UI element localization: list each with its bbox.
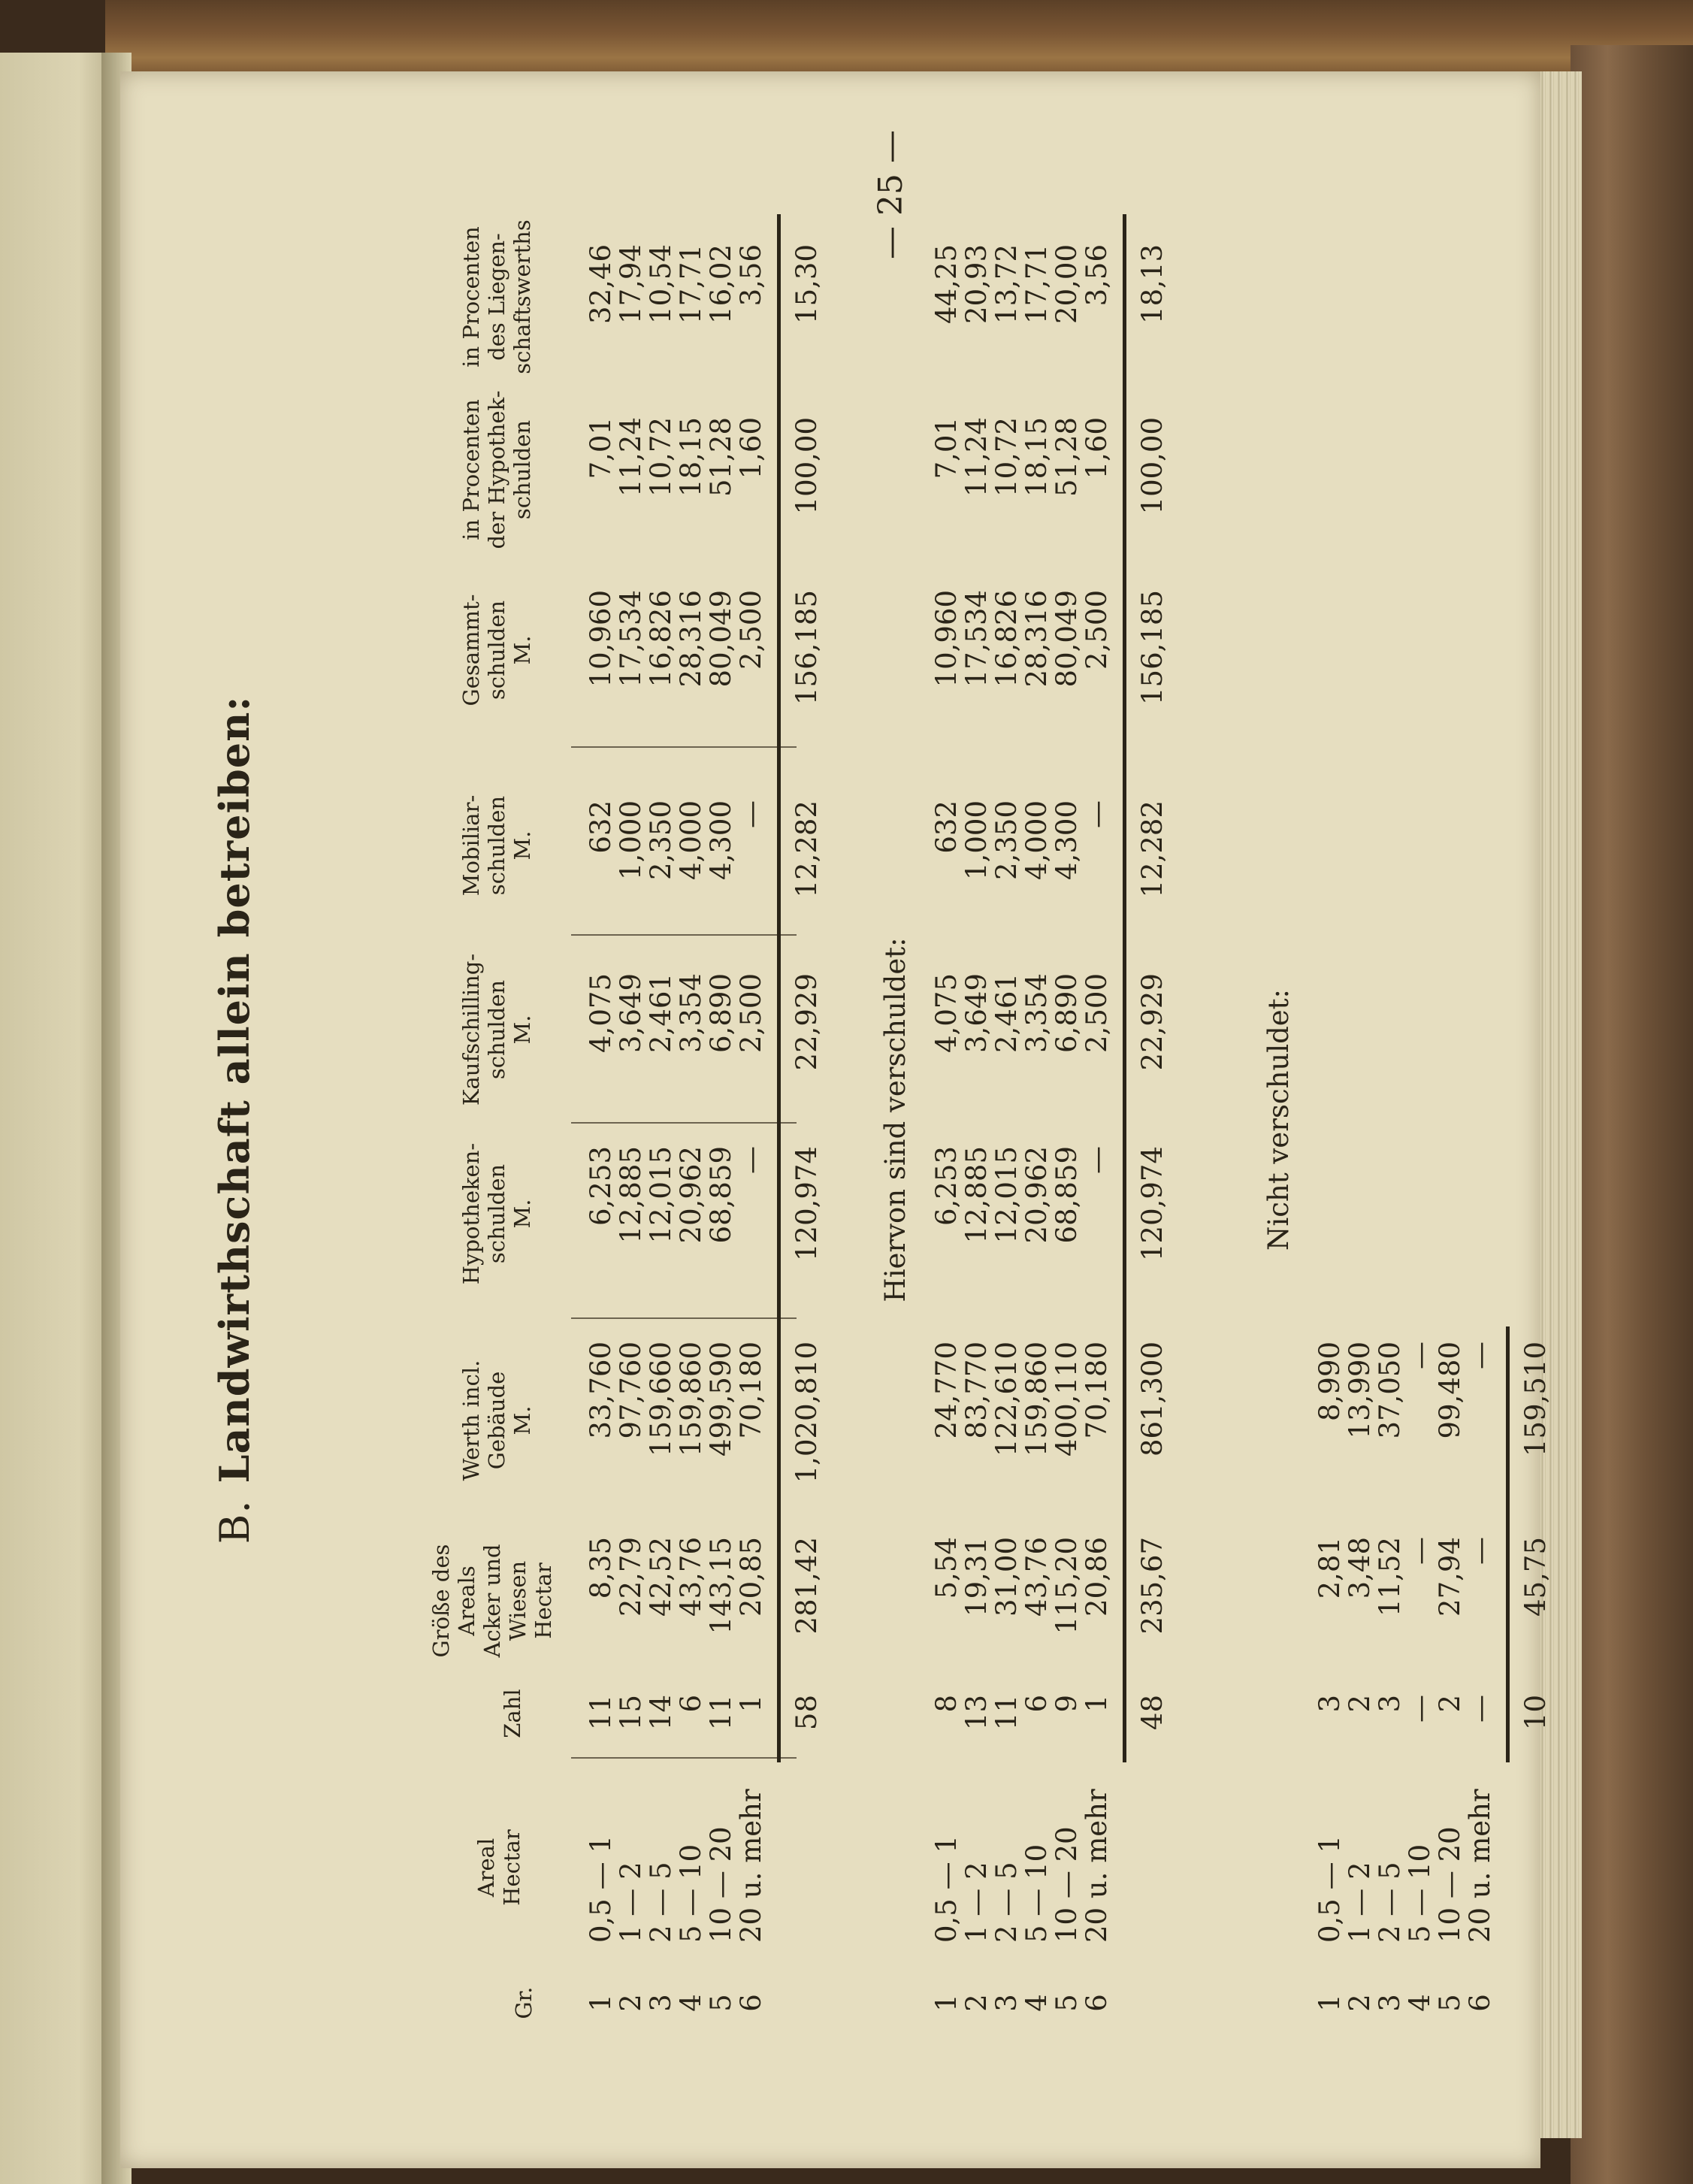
header-hyp: Hypotheken- schulden M. xyxy=(458,1142,535,1285)
total-cell-pct-hyp: 100,00 xyxy=(1136,417,1168,515)
cell-mob: 2,350 xyxy=(645,800,677,880)
cell-hyp: 12,015 xyxy=(990,1146,1023,1244)
cell-gr: 4 xyxy=(1020,1994,1053,2012)
cell-total: 80,049 xyxy=(1051,590,1083,688)
cell-mob: — xyxy=(735,800,767,828)
total-cell-count: 48 xyxy=(1136,1695,1168,1731)
cell-pct-hyp: 10,72 xyxy=(990,417,1023,497)
page-number: — 25 — xyxy=(872,130,910,259)
cell-total: 2,500 xyxy=(735,590,767,670)
cell-total: 16,826 xyxy=(645,590,677,688)
cell-area: 0,5 — 1 xyxy=(585,1835,617,1943)
cell-pct-value: 20,93 xyxy=(960,244,993,324)
cell-hyp: 6,253 xyxy=(585,1146,617,1226)
cell-gr: 4 xyxy=(675,1994,707,2012)
cell-area: 2 — 5 xyxy=(1374,1862,1406,1943)
cell-total: 28,316 xyxy=(675,590,707,688)
cell-value: 159,660 xyxy=(645,1342,677,1457)
total-cell-value: 861,300 xyxy=(1136,1342,1168,1457)
cell-gr: 6 xyxy=(1464,1994,1496,2012)
column-divider xyxy=(571,1317,797,1319)
cell-pct-value: 44,25 xyxy=(930,244,963,324)
cell-value: 24,770 xyxy=(930,1342,963,1439)
cell-area: 1 — 2 xyxy=(1344,1862,1376,1943)
cell-kauf: 6,890 xyxy=(705,973,737,1053)
cell-hyp: — xyxy=(735,1146,767,1174)
cell-size: 43,76 xyxy=(675,1537,707,1617)
total-cell-value: 159,510 xyxy=(1519,1342,1552,1457)
cell-count: 6 xyxy=(1020,1695,1053,1713)
cell-hyp: 6,253 xyxy=(930,1146,963,1226)
cell-kauf: 2,461 xyxy=(990,973,1023,1053)
cell-hyp: 68,859 xyxy=(1051,1146,1083,1244)
cell-hyp: 12,885 xyxy=(960,1146,993,1244)
total-cell-size: 45,75 xyxy=(1519,1537,1552,1617)
cell-mob: 1,000 xyxy=(960,800,993,880)
cell-mob: 2,350 xyxy=(990,800,1023,880)
cell-pct-hyp: 7,01 xyxy=(585,417,617,479)
cell-area: 5 — 10 xyxy=(1020,1844,1053,1943)
cell-pct-hyp: 11,24 xyxy=(615,417,647,497)
total-cell-pct-value: 15,30 xyxy=(791,244,823,324)
title-section-letter: B. xyxy=(211,1499,258,1544)
cell-gr: 3 xyxy=(645,1994,677,2012)
cell-pct-hyp: 51,28 xyxy=(1051,417,1083,497)
cell-count: 2 xyxy=(1344,1695,1376,1713)
cell-mob: 4,300 xyxy=(705,800,737,880)
total-rule xyxy=(1506,1326,1510,1762)
cell-pct-value: 13,72 xyxy=(990,244,1023,324)
cell-value: 70,180 xyxy=(735,1342,767,1439)
cell-mob: 1,000 xyxy=(615,800,647,880)
cell-size: 42,52 xyxy=(645,1537,677,1617)
cell-count: 2 xyxy=(1434,1695,1466,1713)
cell-mob: 4,300 xyxy=(1051,800,1083,880)
cell-count: 15 xyxy=(615,1695,647,1731)
total-cell-value: 1,020,810 xyxy=(791,1342,823,1484)
cell-total: 17,534 xyxy=(615,590,647,688)
cell-value: — xyxy=(1404,1342,1436,1369)
cell-area: 1 — 2 xyxy=(615,1862,647,1943)
cell-size: 5,54 xyxy=(930,1537,963,1599)
cell-gr: 2 xyxy=(1344,1994,1376,2012)
column-divider xyxy=(571,1122,797,1124)
cell-gr: 1 xyxy=(1314,1994,1346,2012)
cell-size: 143,15 xyxy=(705,1537,737,1635)
cell-area: 10 — 20 xyxy=(1434,1826,1466,1943)
total-cell-total: 156,185 xyxy=(791,590,823,706)
cell-gr: 6 xyxy=(735,1994,767,2012)
cell-pct-value: 10,54 xyxy=(645,244,677,324)
header-pct-hyp: in Procenten der Hypothek- schulden xyxy=(458,390,535,549)
cell-value: 97,760 xyxy=(615,1342,647,1439)
cell-value: 499,590 xyxy=(705,1342,737,1457)
total-cell-count: 58 xyxy=(791,1695,823,1731)
cell-kauf: 2,500 xyxy=(1081,973,1113,1053)
cell-pct-hyp: 18,15 xyxy=(675,417,707,497)
cell-count: 1 xyxy=(1081,1695,1113,1713)
cell-value: 13,990 xyxy=(1344,1342,1376,1439)
cell-count: 6 xyxy=(675,1695,707,1713)
column-divider xyxy=(571,934,797,936)
total-cell-kauf: 22,929 xyxy=(791,973,823,1071)
cell-size: 31,00 xyxy=(990,1537,1023,1617)
cell-size: 22,79 xyxy=(615,1537,647,1617)
cell-hyp: 20,962 xyxy=(1020,1146,1053,1244)
cell-pct-hyp: 10,72 xyxy=(645,417,677,497)
cell-count: 3 xyxy=(1374,1695,1406,1713)
total-cell-count: 10 xyxy=(1519,1695,1552,1731)
cell-size: 115,20 xyxy=(1051,1537,1083,1635)
cell-size: 27,94 xyxy=(1434,1537,1466,1617)
header-value: Werth incl. Gebäude M. xyxy=(458,1360,535,1481)
header-gr: Gr. xyxy=(511,1986,537,2019)
cell-total: 28,316 xyxy=(1020,590,1053,688)
cell-size: 2,81 xyxy=(1314,1537,1346,1599)
total-cell-kauf: 22,929 xyxy=(1136,973,1168,1071)
total-cell-total: 156,185 xyxy=(1136,590,1168,706)
cell-pct-value: 3,56 xyxy=(735,244,767,307)
section-subtitle: Hiervon sind verschuldet: xyxy=(879,937,911,1302)
total-cell-size: 235,67 xyxy=(1136,1537,1168,1635)
cell-gr: 1 xyxy=(930,1994,963,2012)
header-count: Zahl xyxy=(500,1689,525,1738)
cell-count: 8 xyxy=(930,1695,963,1713)
cell-hyp: 12,015 xyxy=(645,1146,677,1244)
cell-count: 11 xyxy=(705,1695,737,1731)
cell-hyp: 12,885 xyxy=(615,1146,647,1244)
cell-area: 0,5 — 1 xyxy=(930,1835,963,1943)
cell-hyp: 68,859 xyxy=(705,1146,737,1244)
header-area: Areal Hectar xyxy=(473,1829,525,1906)
cell-pct-value: 17,71 xyxy=(1020,244,1053,324)
cell-kauf: 6,890 xyxy=(1051,973,1083,1053)
cell-area: 2 — 5 xyxy=(990,1862,1023,1943)
cell-value: 400,110 xyxy=(1051,1342,1083,1457)
total-rule xyxy=(1123,214,1126,1762)
cell-total: 16,826 xyxy=(990,590,1023,688)
cell-area: 20 u. mehr xyxy=(1081,1789,1113,1943)
cell-kauf: 3,354 xyxy=(675,973,707,1053)
cell-value: — xyxy=(1464,1342,1496,1369)
cell-count: — xyxy=(1404,1695,1436,1723)
cell-count: 1 xyxy=(735,1695,767,1713)
cell-hyp: — xyxy=(1081,1146,1113,1174)
cell-size: — xyxy=(1404,1537,1436,1565)
cell-size: 11,52 xyxy=(1374,1537,1406,1617)
total-cell-size: 281,42 xyxy=(791,1537,823,1635)
cell-gr: 2 xyxy=(615,1994,647,2012)
cell-kauf: 2,500 xyxy=(735,973,767,1053)
cell-count: 9 xyxy=(1051,1695,1083,1713)
cell-pct-hyp: 11,24 xyxy=(960,417,993,497)
cell-gr: 3 xyxy=(1374,1994,1406,2012)
header-kauf: Kaufschilling- schulden M. xyxy=(458,953,535,1106)
cell-area: 5 — 10 xyxy=(1404,1844,1436,1943)
cell-hyp: 20,962 xyxy=(675,1146,707,1244)
cell-gr: 6 xyxy=(1081,1994,1113,2012)
cell-count: — xyxy=(1464,1695,1496,1723)
cell-value: 159,860 xyxy=(1020,1342,1053,1457)
header-size: Größe des Areals Acker und Wiesen Hectar xyxy=(428,1544,556,1658)
cell-size: 8,35 xyxy=(585,1537,617,1599)
book-cover-edge xyxy=(1571,45,1693,2184)
cell-area: 10 — 20 xyxy=(1051,1826,1083,1943)
cell-total: 10,960 xyxy=(585,590,617,688)
total-cell-mob: 12,282 xyxy=(791,800,823,898)
cell-pct-hyp: 1,60 xyxy=(735,417,767,479)
total-cell-mob: 12,282 xyxy=(1136,800,1168,898)
cell-kauf: 4,075 xyxy=(585,973,617,1053)
header-total: Gesammt- schulden M. xyxy=(458,594,535,706)
cell-area: 0,5 — 1 xyxy=(1314,1835,1346,1943)
total-cell-hyp: 120,974 xyxy=(1136,1146,1168,1262)
cell-mob: 632 xyxy=(930,800,963,854)
cell-size: 20,85 xyxy=(735,1537,767,1617)
cell-area: 10 — 20 xyxy=(705,1826,737,1943)
total-cell-pct-value: 18,13 xyxy=(1136,244,1168,324)
cell-count: 13 xyxy=(960,1695,993,1731)
header-pct-value: in Procenten des Liegen- schaftswerths xyxy=(458,219,535,374)
cell-value: 37,050 xyxy=(1374,1342,1406,1439)
cell-mob: 632 xyxy=(585,800,617,854)
cell-gr: 1 xyxy=(585,1994,617,2012)
cell-value: 122,610 xyxy=(990,1342,1023,1457)
cell-area: 5 — 10 xyxy=(675,1844,707,1943)
cell-pct-value: 17,94 xyxy=(615,244,647,324)
cell-pct-hyp: 7,01 xyxy=(930,417,963,479)
cell-kauf: 3,649 xyxy=(960,973,993,1053)
cell-total: 17,534 xyxy=(960,590,993,688)
cell-gr: 3 xyxy=(990,1994,1023,2012)
cell-kauf: 4,075 xyxy=(930,973,963,1053)
cell-value: 83,770 xyxy=(960,1342,993,1439)
cell-area: 1 — 2 xyxy=(960,1862,993,1943)
cell-size: 20,86 xyxy=(1081,1537,1113,1617)
left-page-edge xyxy=(0,53,113,2184)
cell-area: 20 u. mehr xyxy=(735,1789,767,1943)
cell-gr: 2 xyxy=(960,1994,993,2012)
cell-pct-value: 16,02 xyxy=(705,244,737,324)
cell-pct-hyp: 18,15 xyxy=(1020,417,1053,497)
cell-size: 43,76 xyxy=(1020,1537,1053,1617)
cell-pct-value: 32,46 xyxy=(585,244,617,324)
cell-count: 11 xyxy=(990,1695,1023,1731)
column-divider xyxy=(571,746,797,748)
cell-count: 3 xyxy=(1314,1695,1346,1713)
header-mob: Mobiliar- schulden M. xyxy=(458,794,535,897)
cell-pct-value: 3,56 xyxy=(1081,244,1113,307)
cell-size: — xyxy=(1464,1537,1496,1565)
book-top-board xyxy=(105,0,1693,83)
cell-gr: 5 xyxy=(705,1994,737,2012)
cell-area: 2 — 5 xyxy=(645,1862,677,1943)
cell-mob: 4,000 xyxy=(675,800,707,880)
cell-value: 159,860 xyxy=(675,1342,707,1457)
total-cell-pct-hyp: 100,00 xyxy=(791,417,823,515)
cell-pct-hyp: 51,28 xyxy=(705,417,737,497)
cell-count: 11 xyxy=(585,1695,617,1731)
cell-size: 19,31 xyxy=(960,1537,993,1617)
cell-area: 20 u. mehr xyxy=(1464,1789,1496,1943)
section-subtitle: Nicht verschuldet: xyxy=(1262,989,1295,1251)
cell-pct-value: 20,00 xyxy=(1051,244,1083,324)
cell-value: 99,480 xyxy=(1434,1342,1466,1439)
cell-gr: 5 xyxy=(1434,1994,1466,2012)
cell-size: 3,48 xyxy=(1344,1537,1376,1599)
cell-gr: 5 xyxy=(1051,1994,1083,2012)
cell-total: 2,500 xyxy=(1081,590,1113,670)
cell-pct-hyp: 1,60 xyxy=(1081,417,1113,479)
title-text: Landwirthschaft allein betreiben: xyxy=(210,695,258,1484)
cell-total: 10,960 xyxy=(930,590,963,688)
cell-gr: 4 xyxy=(1404,1994,1436,2012)
cell-mob: 4,000 xyxy=(1020,800,1053,880)
cell-kauf: 3,354 xyxy=(1020,973,1053,1053)
cell-value: 8,990 xyxy=(1314,1342,1346,1421)
total-rule xyxy=(777,214,781,1762)
cell-kauf: 2,461 xyxy=(645,973,677,1053)
cell-pct-value: 17,71 xyxy=(675,244,707,324)
cell-count: 14 xyxy=(645,1695,677,1731)
total-cell-hyp: 120,974 xyxy=(791,1146,823,1262)
cell-value: 70,180 xyxy=(1081,1342,1113,1439)
table-title xyxy=(210,71,258,2168)
cell-value: 33,760 xyxy=(585,1342,617,1439)
cell-mob: — xyxy=(1081,800,1113,828)
rotated-table-canvas xyxy=(120,71,1552,2168)
cell-total: 80,049 xyxy=(705,590,737,688)
cell-kauf: 3,649 xyxy=(615,973,647,1053)
